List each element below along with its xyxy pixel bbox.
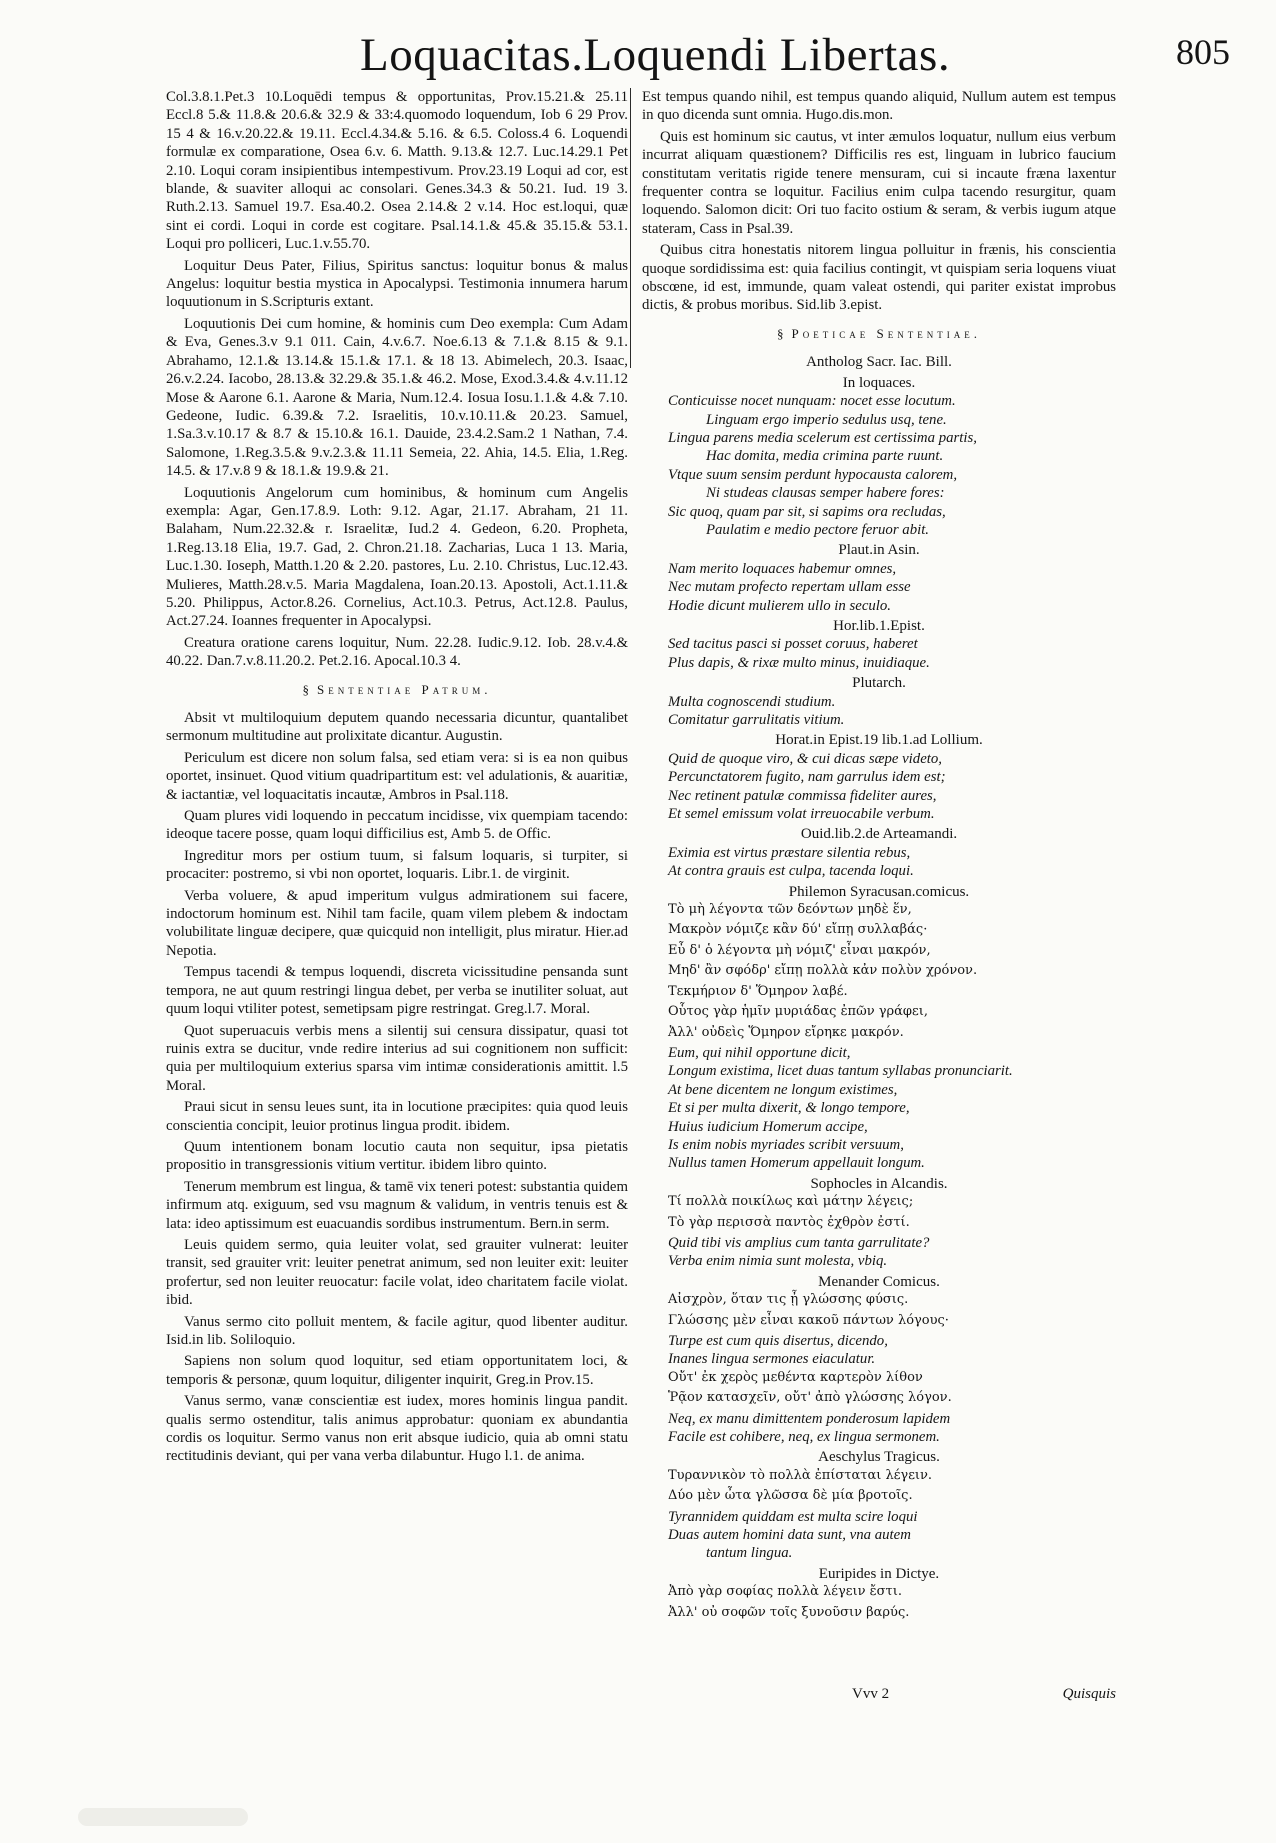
greek-line: Οὗτος γὰρ ἡμῖν μυριάδας ἐπῶν γράφει, [668, 1004, 928, 1020]
left-column [166, 88, 628, 1469]
verse-line: Quid de quoque viro, & cui dicas sæpe videto, [668, 750, 942, 767]
source-heading: Euripides in Dictye. [818, 1565, 940, 1582]
section-heading [166, 681, 628, 699]
verse-line: Paulatim e medio pectore feruor abit. [706, 521, 930, 538]
verse-line: Conticuisse nocet nunquam: nocet esse locutum. [668, 393, 956, 410]
verse-line: Et si per multa dixerit, & longo tempore, [668, 1100, 910, 1117]
paragraph: Loquutionis Angelorum cum hominibus, & hominum cum Angelis exempla: Agar, Gen.17.8.9. Loth: 9.12. Agar, 21.17. Abraham, 21 11. Balaham, Num.22.32.& r. Israelitæ, Iud.2 4. Gedeon, 6.20. Propheta, 1.Reg.13.18 Elia, 19.7. Gad, 2. Chron.21.18. Zacharias, Luca 1 13. Maria, Luc.1.30. Ioseph, Matth.1.20 & 2.20. pastores, Lu. 2.10. Christus, Luc.12.43. Mulieres, Matth.28.v.5. Maria Magdalena, Ioan.20.13. Apostoli, Act.1.11.& 5.20. Philippus, Actor.8.26. Cornelius, Act.10.3. Petrus, Act.12.8. Paulus, Act.27.24. Ioannes frequenter in Apocalypsi. [166, 484, 628, 630]
sentence: Quot superuacuis verbis mens a silentij sui censura dissipatur, quasi tot ruinis extra se ducitur, vnde redire interius ad sui cognitionem non sufficit: quia per multiloquium exterius sparsa vim intimæ considerationis amittit. l.5 Moral. [166, 1022, 628, 1094]
verse-line: Huius iudicium Homerum accipe, [668, 1118, 868, 1135]
column-divider [630, 88, 631, 368]
verse-line: Duas autem homini data sunt, vna autem [668, 1527, 911, 1544]
running-title: Loquacitas.Loquendi Libertas. [360, 29, 951, 81]
verse-line: Vtque suum sensim perdunt hypocausta calorem, [668, 466, 958, 483]
greek-line: Τεκμήριον δ' Ὅμηρον λαβέ. [668, 983, 848, 999]
catchword: Quisquis [1062, 1686, 1116, 1702]
verse-line: Sed tacitus pasci si posset coruus, haberet [668, 636, 918, 653]
source-heading: Horat.in Epist.19 lib.1.ad Lollium. [775, 732, 983, 749]
section-mark: § [302, 681, 310, 697]
sentence: Verba voluere, & apud imperitum vulgus admirationem sui facere, indoctorum hominum est. Nihil tam facile, quam vilem plebem & indoctam volubilitate linguæ decipere, quæ quicquid non intelligit, plus miratur. Hier.ad Nepotia. [166, 887, 628, 959]
greek-line: Οὔτ' ἐκ χερὸς μεθέντα καρτερὸν λίθον [668, 1369, 923, 1385]
verse-line: Nullus tamen Homerum appellauit longum. [668, 1155, 925, 1172]
greek-line: Ἀλλ' οὐ σοφῶν τοῖς ξυνοῦσιν βαρύς. [668, 1604, 910, 1620]
paragraph: Loquitur Deus Pater, Filius, Spiritus sanctus: loquitur bonus & malus Angelus: loquitur bestia mystica in Apocalypsi. Testimonia innumera harum loquutionum in S.Scripturis extant. [166, 257, 628, 311]
paragraph: Est tempus quando nihil, est tempus quando aliquid, Nullum autem est tempus in quo dicenda sunt omnia. Hugo.dis.mon. [642, 89, 1116, 124]
source-heading: Antholog Sacr. Iac. Bill. [806, 354, 952, 371]
sentence: Quam plures vidi loquendo in peccatum incidisse, vix quempiam tacendo: ideoque tacere posse, quam loqui difficilius est, Amb 5. de Offic. [166, 808, 628, 843]
verse-line: Nam merito loquaces habemur omnes, [668, 560, 897, 577]
paragraph: Col.3.8.1.Pet.3 10.Loquēdi tempus & opportunitas, Prov.15.21.& 25.11 Eccl.8 5.& 11.8.& 20.6.& 32.9 & 33:4.quomodo loquendum, Iob 6 29 Prov. 15 4 & 16.v.20.22.& 19.11. Eccl.4.34.& 5.16. & 6.5. Coloss.4 6. Loquendi formulæ ex comparatione, Osea 6.v. 6. Matth. 9.13.& 12.7. Luc.14.29.1 Pet 2.10. Loqui coram insipientibus intempestivum. Prov.23.19 Loqui ad cor, est blande, & suaviter alloqui ac consolari. Genes.34.3 & 50.21. Iud. 19 3. Ruth.2.13. Samuel 19.7. Esa.40.2. Osea 2.14.& 2 v.14. Hoc est.loqui, quæ sint ei cordi. Loqui in corde est cogitare. Psal.14.1.& 45.& 35.15.& 53.1. Loqui pro polliceri, Luc.1.v.55.70. [166, 89, 628, 253]
verse-line: Neq, ex manu dimittentem ponderosum lapidem [668, 1410, 951, 1427]
paper-stain [78, 1808, 248, 1826]
verse-line: Hodie dicunt mulierem ullo in seculo. [668, 597, 892, 614]
verse-line: Multa cognoscendi studium. [668, 693, 836, 710]
section-title: Sententiae Patrum. [317, 681, 492, 697]
sentence: Quum intentionem bonam locutio cauta non sequitur, ipsa pietatis propositio in transgressionis vitium vertitur. ibidem libro quinto. [166, 1138, 628, 1174]
verse-line: At bene dicentem ne longum existimes, [668, 1081, 898, 1098]
verse-line: Comitatur garrulitatis vitium. [668, 712, 845, 728]
source-heading: Sophocles in Alcandis. [810, 1175, 948, 1192]
verse-line: Nec retinent patulæ commissa fideliter aures, [668, 787, 937, 804]
source-heading: Hor.lib.1.Epist. [833, 617, 925, 634]
greek-line: Μακρὸν νόμιζε κἂν δύ' εἴπῃ συλλαβάς· [668, 922, 928, 938]
verse-line: Facile est cohibere, neq, ex lingua sermonem. [668, 1429, 940, 1446]
greek-line: Αἰσχρὸν, ὅταν τις ᾖ γλώσσης φύσις. [668, 1292, 909, 1308]
greek-line: Τυραννικὸν τὸ πολλὰ ἐπίσταται λέγειν. [668, 1467, 933, 1483]
right-column [642, 88, 1116, 1624]
greek-line: Μηδ' ἂν σφόδρ' εἴπῃ πολλὰ κἀν πολὺν χρόνον. [668, 963, 978, 979]
verse-line: Ni studeas clausas semper habere fores: [706, 485, 945, 502]
verse-line: Verba enim nimia sunt molesta, vbiq. [668, 1253, 888, 1270]
greek-line: Ἀπὸ γὰρ σοφίας πολλὰ λέγειν ἔστι. [668, 1584, 902, 1600]
greek-line: Ῥᾷον κατασχεῖν, οὔτ' ἀπὸ γλώσσης λόγον. [668, 1390, 952, 1406]
signature-mark: Vvv 2 [852, 1686, 890, 1702]
verse-line: Sic quoq, quam par sit, si sapims ora recludas, [668, 503, 946, 520]
greek-line: Ἀλλ' οὐδεὶς Ὅμηρον εἴρηκε μακρόν. [668, 1024, 904, 1040]
sentence: Praui sicut in sensu leues sunt, ita in locutione præcipites: quia quod leuis conscientia concipit, leuior protinus lingua prodit. ibidem. [166, 1099, 628, 1134]
greek-line: Τὸ γὰρ περισσὰ παντὸς ἐχθρὸν ἐστί. [668, 1214, 910, 1230]
greek-line: Τί πολλὰ ποικίλως καὶ μάτην λέγεις; [668, 1194, 914, 1210]
sentence: Leuis quidem sermo, quia leuiter volat, sed grauiter vulnerat: leuiter transit, sed grauiter vrit: leuiter penetrat animum, sed non leuiter exit: leuiter profertur, sed non leuiter reuocatur: facile volat, ideo charitatem facile violat. ibid. [166, 1236, 628, 1309]
sentence: Tenerum membrum est lingua, & tamē vix teneri potest: substantia quidem infirmum atq. exiguum, sed vsu magnum & validum, in ventris tenuis est & lata: ideo aptissimum est euacuandis sordibus instrumentum. Bern.in serm. [166, 1178, 628, 1232]
sentence: Vanus sermo, vanæ conscientiæ est iudex, mores hominis lingua pandit. qualis sermo ostenditur, talis animus approbatur: quoniam ex abundantia cordis os loquitur. Sermo vanus non erit absque iudicio, quia ab omni statu rectitudinis deviant, qui per vana verba dilabuntur. Hugo l.1. de anima. [166, 1393, 628, 1465]
greek-line: Δύο μὲν ὦτα γλῶσσα δὲ μία βροτοῖς. [668, 1488, 913, 1504]
source-heading: Menander Comicus. [818, 1273, 940, 1290]
paragraph: Quibus citra honestatis nitorem lingua polluitur in frænis, his conscientia quoque sordidissima est: quia facilius contingit, vt quispiam seria loquens viuat obscœne, id est, immunde, quam valeat ostendi, qui pariter existat improbus dictis, & probus moribus. Sid.lib 3.epist. [642, 242, 1116, 314]
greek-line: Γλώσσης μὲν εἶναι κακοῦ πάντων λόγους· [668, 1312, 949, 1328]
page-footer [642, 1686, 1116, 1708]
section-mark: § [777, 325, 784, 341]
verse-line: Tyrannidem quiddam est multa scire loqui [668, 1508, 918, 1525]
verse-line: Et semel emissum volat irreuocabile verbum. [668, 806, 935, 823]
page-number: 805 [1176, 32, 1230, 72]
verse-line: Is enim nobis myriades scribit versuum, [668, 1136, 904, 1153]
paragraph: Loquutionis Dei cum homine, & hominis cum Deo exempla: Cum Adam & Eva, Genes.3.v 9.1 011. Cain, 4.v.6.7. Noe.6.13 & 7.1.& 8.15 & 9.1. Abrahamo, 12.1.& 13.14.& 15.1.& 17.1. & 18 13. Abimelech, 20.3. Isaac, 26.v.2.24. Iacobo, 28.13.& 32.29.& 35.1.& 46.2. Mose, Exod.3.4.& 4.v.11.12 Mose & Aarone 6.1. Aarone & Maria, Num.12.4. Iosua Iosu.1.1.& 4.& 7.10. Gedeone, Iudic. 6.39.& 7.2. Israelitis, 10.v.10.11.& 20.23. Samuel, 1.Sa.3.v.10.17 & 8.7 & 15.10.& 16.1. Dauide, 23.4.2.Sam.2 1 Nathan, 7.4. Salomone, 1.Reg.3.5.& 9.v.2.3.& 11.11 Semeia, 22. Ahia, 14.5. Elia, 1.Reg. 14.5. & 17.v.8 9 & 18.1.& 19.9.& 21. [166, 315, 628, 480]
verse-line: Nec mutam profecto repertam ullam esse [668, 579, 911, 596]
verse-line: Inanes lingua sermones eiaculatur. [668, 1351, 876, 1368]
verse-line: Lingua parens media scelerum est certissima partis, [668, 429, 977, 446]
greek-line: Τὸ μὴ λέγοντα τῶν δεόντων μηδὲ ἕν, [668, 902, 912, 918]
sentence: Ingreditur mors per ostium tuum, si falsum loquaris, si turpiter, si procaciter: postremo, si vbi non oportet, loquaris. Libr.1. de virginit. [166, 847, 628, 883]
verse-line: Longum existima, licet duas tantum syllabas pronunciarit. [668, 1063, 1013, 1080]
sentence: Periculum est dicere non solum falsa, sed etiam vera: si is ea non quibus oportet, insinuet. Quod vitium quadripartitum est: vel adulationis, & auaritiæ, & iactantiæ, vel loquacitatis incautæ, Ambros in Psal.118. [166, 749, 628, 803]
sentence: Tempus tacendi & tempus loquendi, discreta vicissitudine pensanda sunt tempora, ne aut quum restringi lingua debet, per verba se inutiliter soluat, aut quum loqui vtiliter potest, semetipsam pigre restringat. Greg.l.7. Moral. [166, 964, 628, 1018]
verse-line: Eum, qui nihil opportune dicit, [668, 1044, 851, 1061]
source-heading: In loquaces. [842, 374, 916, 391]
paragraph: Quis est hominum sic cautus, vt inter æmulos loquatur, nullum eius verbum incurrat aliquam quæstionem? Difficilis res est, linguam in lubrico faucium constitutam veritatis rigide tenere mensuram, cui si incaute fræna laxentur frequenter contra se loquitur. Facilius enim culpa tacendo resurgitur, quam loquendo. Salomon dicit: Ori tuo facito ostium & seram, & verbis iugum atque stateram, Cass in Psal.39. [642, 128, 1116, 237]
verse-line: Eximia est virtus præstare silentia rebus, [668, 844, 911, 861]
source-heading: Philemon Syracusan.comicus. [788, 883, 970, 900]
verse-line: Quid tibi vis amplius cum tanta garrulitate? [668, 1234, 930, 1251]
section-heading [642, 325, 1116, 343]
verse-line: At contra grauis est culpa, tacenda loqui. [668, 863, 914, 880]
section-title: Poeticae Sententiae. [791, 325, 981, 341]
greek-line: Εὖ δ' ὁ λέγοντα μὴ νόμιζ' εἶναι μακρόν, [668, 942, 931, 958]
source-heading: Plaut.in Asin. [838, 542, 920, 559]
verse-line: tantum lingua. [706, 1545, 793, 1562]
sentence: Absit vt multiloquium deputem quando necessaria dicuntur, quantalibet sermonum multitudine aut prolixitate dicantur. Augustin. [166, 710, 628, 745]
verse-line: Hac domita, media crimina parte ruunt. [706, 448, 944, 465]
source-heading: Aeschylus Tragicus. [818, 1449, 940, 1466]
paragraph: Creatura oratione carens loquitur, Num. 22.28. Iudic.9.12. Iob. 28.v.4.& 40.22. Dan.7.v.8.11.20.2. Pet.2.16. Apocal.10.3 4. [166, 634, 628, 670]
sentence: Sapiens non solum quod loquitur, sed etiam opportunitatem loci, & temporis & personæ, quum loquitur, diligenter inquirit, Greg.in Prov.15. [166, 1353, 628, 1388]
sentence: Vanus sermo cito polluit mentem, & facile agitur, quod libenter auditur. Isid.in lib. Soliloquio. [166, 1313, 628, 1348]
verse-line: Linguam ergo imperio sedulus usq, tene. [706, 411, 947, 428]
page-header [360, 24, 1230, 86]
verse-line: Plus dapis, & rixæ multo minus, inuidiaque. [668, 654, 930, 671]
verse-line: Turpe est cum quis disertus, dicendo, [668, 1333, 888, 1349]
source-heading: Ouid.lib.2.de Arteamandi. [800, 826, 958, 843]
verse-line: Percunctatorem fugito, nam garrulus idem est; [668, 769, 946, 786]
source-heading: Plutarch. [852, 675, 906, 692]
